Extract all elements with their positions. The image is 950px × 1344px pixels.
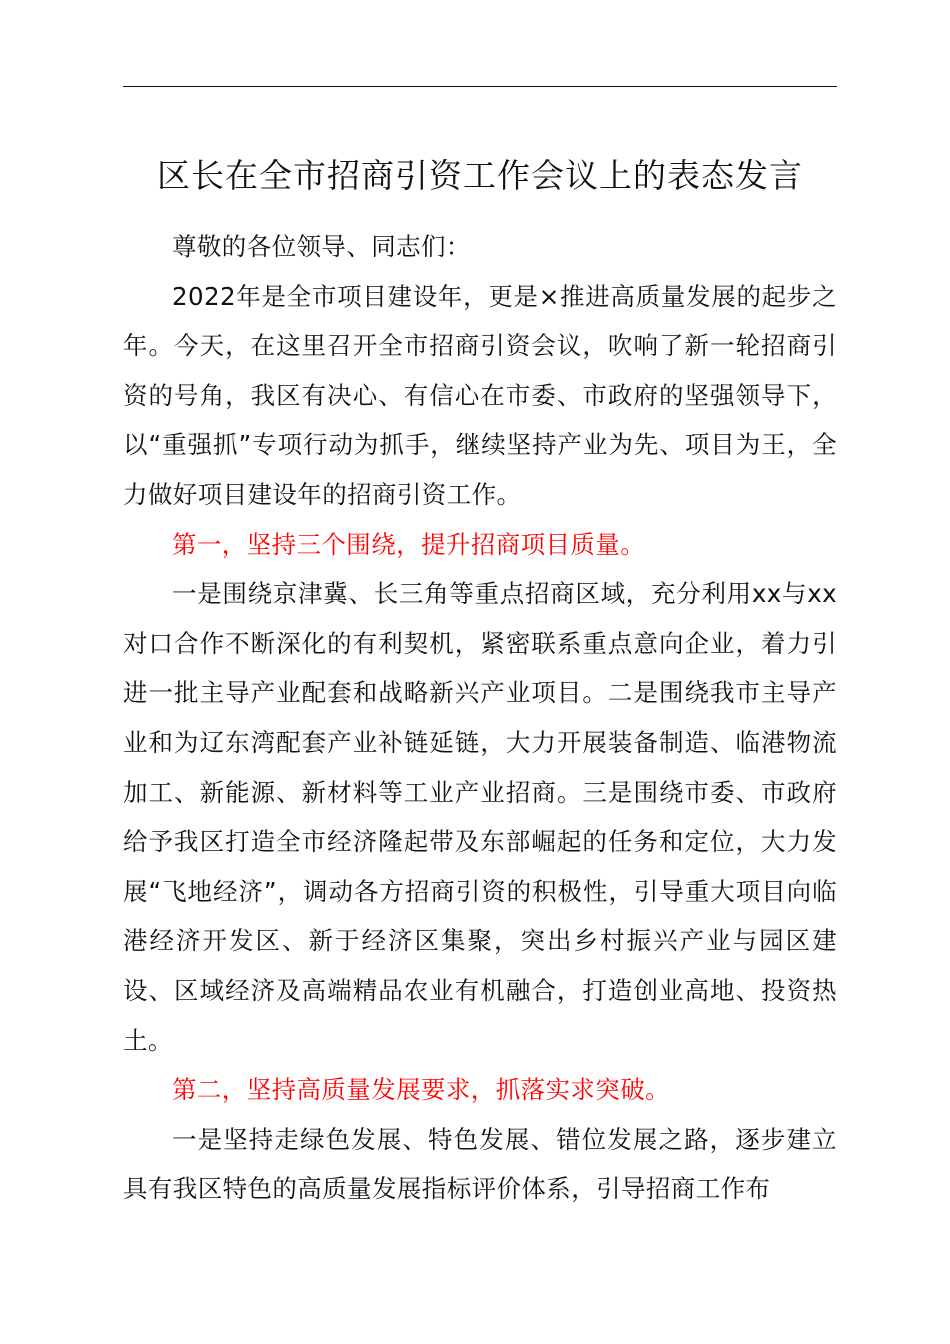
section-heading-second: 第二，坚持高质量发展要求，抓落实求突破。 bbox=[172, 1075, 670, 1105]
paragraph-intro: 2022年是全市项目建设年，更是×推进高质量发展的起步之年。今天，在这里召开全市招商引资会议，吹响了新一轮招商引资的号角，我区有决心、有信心在市委、市政府的坚强领导下，以“重强抓”专项行动为抓手，继续坚持产业为先、项目为王，全力做好项目建设年的招商引资工作。 bbox=[123, 281, 837, 509]
salutation: 尊敬的各位领导、同志们： bbox=[172, 232, 471, 261]
header-rule bbox=[123, 86, 837, 87]
paragraph-second-section: 一是坚持走绿色发展、特色发展、错位发展之路，逐步建立具有我区特色的高质量发展指标评价体系，引导招商工作布 bbox=[123, 1124, 837, 1204]
document-title: 区长在全市招商引资工作会议上的表态发言 bbox=[157, 156, 803, 195]
document-body bbox=[123, 222, 837, 1214]
paragraph-first-section: 一是围绕京津冀、长三角等重点招商区域，充分利用xx与xx对口合作不断深化的有利契机，紧密联系重点意向企业，着力引进一批主导产业配套和战略新兴产业项目。二是围绕我市主导产业和为辽东湾配套产业补链延链，大力开展装备制造、临港物流加工、新能源、新材料等工业产业招商。三是围绕市委、市政府给予我区打造全市经济隆起带及东部崛起的任务和定位，大力发展“飞地经济”，调动各方招商引资的积极性，引导重大项目向临港经济开发区、新于经济区集聚，突出乡村振兴产业与园区建设、区域经济及高端精品农业有机融合，打造创业高地、投资热土。 bbox=[123, 579, 837, 1055]
section-heading-first: 第一，坚持三个围绕，提升招商项目质量。 bbox=[172, 529, 646, 559]
